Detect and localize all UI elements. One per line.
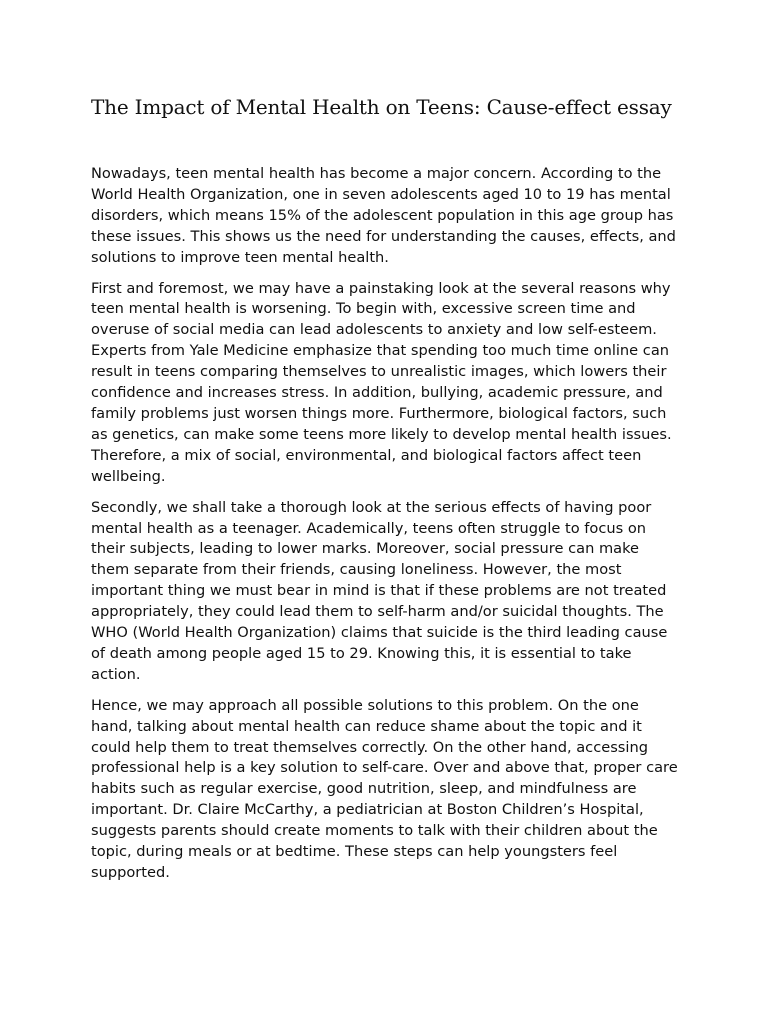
document-title: The Impact of Mental Health on Teens: Cause-effect essay <box>91 95 672 119</box>
paragraph-effects: Secondly, we shall take a thorough look at the serious effects of having poor mental health as a teenager. Academically, teens often struggle to focus on their subjects, leading to lower marks. Moreover, social pressure can make them separate from their friends, causing loneliness. However, the most important thing we must bear in mind is that if these problems are not treated appropriately, they could lead them to self-harm and/or suicidal thoughts. The WHO (World Health Organization) claims that suicide is the third leading cause of death among people aged 15 to 29. Knowing this, it is essential to take action. <box>91 498 668 683</box>
document-body <box>91 164 681 894</box>
paragraph-solutions: Hence, we may approach all possible solutions to this problem. On the one hand, talking about mental health can reduce shame about the topic and it could help them to treat themselves correctly. On the other hand, accessing professional help is a key solution to self-care. Over and above that, proper care habits such as regular exercise, good nutrition, sleep, and mindfulness are important. Dr. Claire McCarthy, a pediatrician at Boston Children’s Hospital, suggests parents should create moments to talk with their children about the topic, during meals or at bedtime. These steps can help youngsters feel supported. <box>91 696 678 881</box>
paragraph-causes: First and foremost, we may have a painstaking look at the several reasons why teen mental health is worsening. To begin with, excessive screen time and overuse of social media can lead adolescents to anxiety and low self-esteem. Experts from Yale Medicine emphasize that spending too much time online can result in teens comparing themselves to unrealistic images, which lowers their confidence and increases stress. In addition, bullying, academic pressure, and family problems just worsen things more. Furthermore, biological factors, such as genetics, can make some teens more likely to develop mental health issues. Therefore, a mix of social, environmental, and biological factors affect teen wellbeing. <box>91 279 672 485</box>
paragraph-introduction: Nowadays, teen mental health has become a major concern. According to the World Health Organization, one in seven adolescents aged 10 to 19 has mental disorders, which means 15% of the adolescent population in this age group has these issues. This shows us the need for understanding the causes, effects, and solutions to improve teen mental health. <box>91 165 676 266</box>
